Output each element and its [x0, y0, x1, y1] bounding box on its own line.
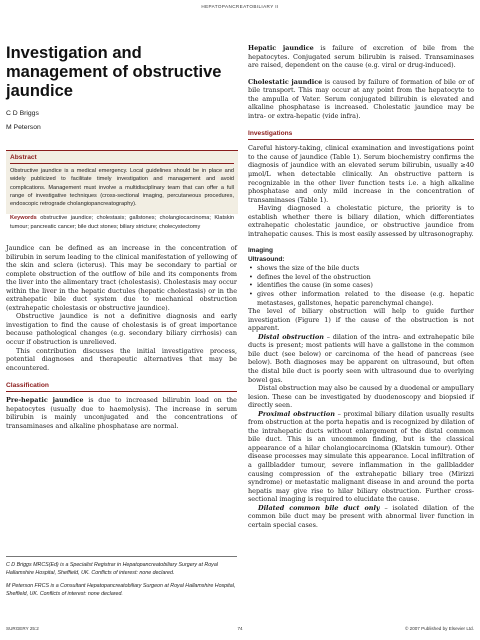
- investigations-heading: Investigations: [248, 130, 293, 138]
- intro-paragraph-1: Jaundice can be defined as an increase in the concentration of bilirubin in serum leading to the clinical manifestation of yellowing of the skin and sclera (icterus). This may be secondary to partial or complete obstruction of the outflow of bile and its components from the liver into the alimentary tract (cholestasis). Cholestasis may occur within the liver in the hepatic ductules (hepatic cholestasis) or in the extrahepatic bile duct system due to mechanical obstruction (extrahepatic cholestasis or obstructive jaundice).: [6, 244, 237, 312]
- prehepatic-text: is due to increased bilirubin load on the hepatocytes (usually due to haemolysis). The increase in serum bilirubin is mainly unconjugated and the concentrations of transaminases and alkaline phosphatase are normal.: [6, 396, 237, 430]
- ultrasound-bullets: [248, 264, 474, 307]
- keywords: [10, 214, 234, 231]
- abstract-text: Obstructive jaundice is a medical emergency. Local guidelines should be in place and widely publicized to facilitate timely investigation and management and avoid complications. Management must involve a multidisciplinary team that can offer a full range of investigative techniques (cross-sectional imaging, percutaneous procedures, endoscopic retrograde cholangiopancreatography).: [10, 168, 234, 208]
- proximal-text: – proximal biliary dilation usually results from obstruction at the porta hepatis and is recognized by dilation of the intrahepatic ducts without enlargement of the distal common bile duct. This is an uncommon finding, but is the classical appearance of a hilar cholangiocarcinoma (Klatskin tumour). Other disease processes may simulate this appearance. Local infiltration of a gallbladder tumour, severe inflammation in the gallbladder causing compression of the extrahepatic biliary tree (Mirizzi syndrome) or metastatic malignant disease in and around the porta hepatis may give rise to hilar biliary obstruction. Further cross-sectional imaging is required to elucidate the cause.: [248, 409, 474, 504]
- footnote-peterson: M Peterson FRCS is a Consultant Hepatopancreatobiliary Surgeon at Royal Hallamshire Hospital, Sheffield, UK. Conflicts of interest: none declared.: [6, 583, 236, 597]
- distal-paragraph: [248, 333, 474, 384]
- list-item: • gives other information related to the disease (e.g. hepatic metastases, gallstones, hepatic parenchymal change).: [257, 290, 474, 307]
- classification-heading: Classification: [6, 382, 49, 390]
- list-item: • shows the size of the bile ducts: [257, 264, 474, 273]
- abstract-box: [6, 150, 238, 230]
- ultrasound-label: Ultrasound:: [248, 256, 285, 264]
- keywords-text: obstructive jaundice; cholestasis; gallstones; cholangiocarcinoma; Klatskin tumour; pancreatic cancer; bile duct stones; biliary stricture; cholecystectomy: [10, 215, 234, 230]
- proximal-paragraph: [248, 410, 474, 504]
- dilated-cbd-paragraph: [248, 504, 474, 530]
- intro-paragraph-3: This contribution discusses the initial investigative process, potential diagnoses and therapeutic alternatives that may be encountered.: [6, 346, 237, 372]
- dilated-text: – isolated dilation of the common bile duct may be present with abnormal liver function in certain special cases.: [248, 503, 475, 529]
- footnotes: [6, 556, 237, 598]
- article-title: Investigation and management of obstructive jaundice: [6, 44, 222, 100]
- distal-paragraph-2: Distal obstruction may also be caused by a duodenal or ampullary lesion. These can be investigated by duodenoscopy and biopsied if directly seen.: [248, 384, 474, 410]
- investigations-paragraph-2: Having diagnosed a cholestatic picture, the priority is to establish whether there is biliary dilation, which differentiates extrahepatic cholestatic jaundice, or obstructive jaundice from intrahepatic causes. This is most easily assessed by ultrasonography.: [248, 204, 474, 238]
- hepatic-term: Hepatic jaundice: [248, 44, 314, 52]
- cholestatic-term: Cholestatic jaundice: [248, 77, 323, 86]
- footer-page-number: 74: [237, 626, 243, 631]
- cholestatic-paragraph: [248, 78, 474, 121]
- distal-term: Distal obstruction: [258, 332, 324, 341]
- footnote-briggs: C D Briggs MRCS(Ed) is a Specialist Registrar in Hepatopancreatobiliary Surgery at Royal Hallamshire Hospital, Sheffield, UK. Conflicts of interest: none declared.: [6, 562, 218, 576]
- abstract-heading: Abstract: [10, 154, 37, 161]
- author-2: M Peterson: [6, 124, 41, 131]
- title-block: [6, 44, 236, 135]
- after-bullets-paragraph: The level of biliary obstruction will help to guide further investigation (Figure 1) if the cause of the obstruction is not apparent.: [248, 307, 474, 333]
- list-item: • defines the level of the obstruction: [257, 273, 474, 282]
- left-body: [6, 244, 237, 430]
- proximal-term: Proximal obstruction: [258, 409, 335, 418]
- prehepatic-term: Pre-hepatic jaundice: [6, 396, 84, 405]
- keywords-label: Keywords: [10, 215, 37, 222]
- footer-copyright: © 2007 Published by Elsevier Ltd.: [404, 626, 474, 631]
- intro-paragraph-2: Obstructive jaundice is not a definitive diagnosis and early investigation to find the cause of cholestasis is of great importance because pathological changes (e.g. secondary biliary cirrhosis) can occur if obstruction is unrelieved.: [6, 312, 237, 347]
- running-head: HEPATOPANCREATOBILIARY II: [201, 4, 279, 9]
- imaging-heading: Imaging: [248, 247, 273, 255]
- footer-journal: SURGERY 25:2: [6, 626, 39, 631]
- hepatic-text: is failure of excretion of bile from the hepatocytes. Conjugated serum bilirubin is raised. Transaminases are raised, dependent on the cause (e.g. viral or drug-induced).: [248, 44, 474, 70]
- hepatic-paragraph: [248, 44, 474, 70]
- author-list: [6, 107, 236, 135]
- list-item: • identifies the cause (in some cases): [257, 281, 474, 290]
- author-1: C D Briggs: [6, 110, 39, 117]
- prehepatic-paragraph: [6, 396, 237, 430]
- investigations-paragraph-1: Careful history-taking, clinical examination and investigations point to the cause of jaundice (Table 1). Serum biochemistry confirms the diagnosis of jaundice with an elevated serum bilirubin, usually ≥40 μmol/L when detectable clinically. An obstructive pattern is recognizable in the other liver function tests i.e. a high alkaline phosphatase and only mild increase in the concentration of transaminases (Table 1).: [248, 144, 474, 204]
- right-column: [248, 44, 474, 529]
- distal-text: – dilation of the intra- and extrahepatic bile ducts is present; most patients will have a gallstone in the common bile duct (see below) or carcinoma of the head of pancreas (see below). Both diagnoses may be apparent on ultrasound, but often the distal bile duct is poorly seen with ultrasound due to overlying bowel gas.: [248, 332, 474, 384]
- cholestatic-text: is caused by failure of formation of bile or of bile transport. This may occur at any point from the hepatocyte to the ampulla of Vater. Serum conjugated bilirubin is elevated and alkaline phosphatase is increased. Cholestatic jaundice may be intra- or extra-hepatic (vide infra).: [248, 77, 475, 120]
- dilated-term: Dilated common bile duct only: [258, 503, 380, 512]
